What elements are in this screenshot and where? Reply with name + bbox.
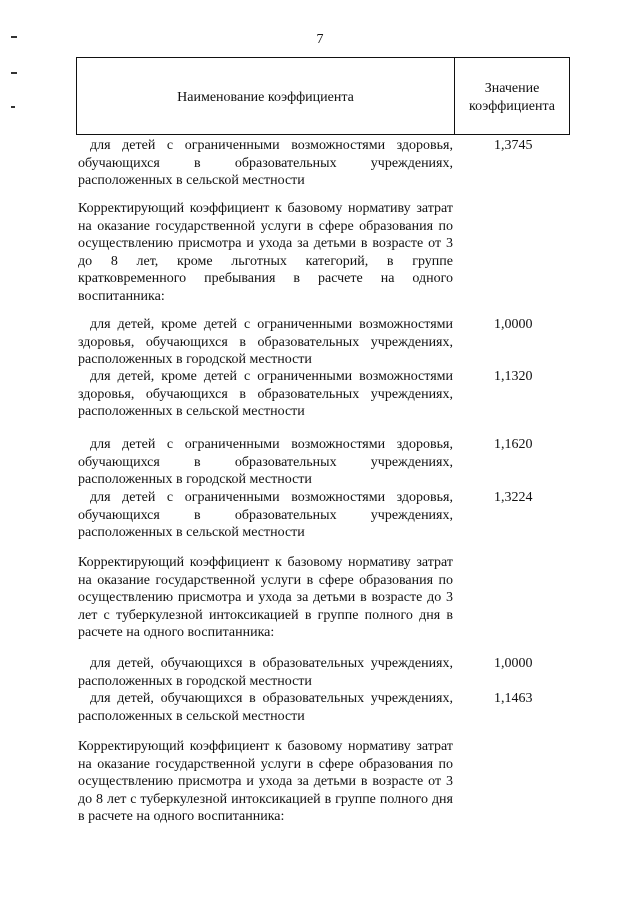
row-text: для детей с ограниченными возможностями здоровья, обучающихся в образовательных учреждениях, расположенных в городской местности bbox=[78, 437, 453, 488]
header-name-column: Наименование коэффициента bbox=[77, 58, 455, 134]
header-value-column: Значение коэффициента bbox=[469, 81, 555, 114]
row-value: 1,0000 bbox=[494, 656, 533, 671]
row-value: 1,3224 bbox=[494, 490, 533, 505]
row-value: 1,0000 bbox=[494, 317, 533, 332]
row-text: Корректирующий коэффициент к базовому нормативу затрат на оказание государственной услуги в сфере образования по осуществлению присмотра и ухода за детьми в возрасте от 3 до 8 лет, кроме льготных категорий, в группе кратковременного пребывания в расчете на одного воспитанника: bbox=[78, 201, 453, 304]
row-text: для детей, кроме детей с ограниченными возможностями здоровья, обучающихся в образовательных учреждениях, расположенных в сельской местности bbox=[78, 369, 453, 420]
scan-margin-mark bbox=[11, 106, 15, 108]
row-text: Корректирующий коэффициент к базовому нормативу затрат на оказание государственной услуги в сфере образования по осуществлению присмотра и ухода за детьми в возрасте до 3 лет с туберкулезной интоксикацией в группе полного дня в расчете на одного воспитанника: bbox=[78, 555, 453, 641]
row-text: Корректирующий коэффициент к базовому нормативу затрат на оказание государственной услуги в сфере образования по осуществлению присмотра и ухода за детьми в возрасте от 3 до 8 лет с туберкулезной интоксикацией в группе полного дня в расчете на одного воспитанника: bbox=[78, 739, 453, 825]
scan-margin-mark bbox=[11, 72, 17, 74]
scan-margin-mark bbox=[11, 36, 17, 38]
row-text: для детей с ограниченными возможностями здоровья, обучающихся в образовательных учреждениях, расположенных в сельской местности bbox=[78, 490, 453, 541]
row-value: 1,3745 bbox=[494, 138, 533, 153]
row-text: для детей, обучающихся в образовательных учреждениях, расположенных в городской местности bbox=[78, 656, 453, 689]
row-value: 1,1463 bbox=[494, 691, 533, 706]
table-header bbox=[76, 57, 570, 135]
row-value: 1,1320 bbox=[494, 369, 533, 384]
row-text: для детей, обучающихся в образовательных учреждениях, расположенных в сельской местности bbox=[78, 691, 453, 724]
row-value: 1,1620 bbox=[494, 437, 533, 452]
row-text: для детей с ограниченными возможностями здоровья, обучающихся в образовательных учреждениях, расположенных в сельской местности bbox=[78, 138, 453, 189]
page-number: 7 bbox=[316, 32, 324, 47]
row-text: для детей, кроме детей с ограниченными возможностями здоровья, обучающихся в образовательных учреждениях, расположенных в городской местности bbox=[78, 317, 453, 368]
